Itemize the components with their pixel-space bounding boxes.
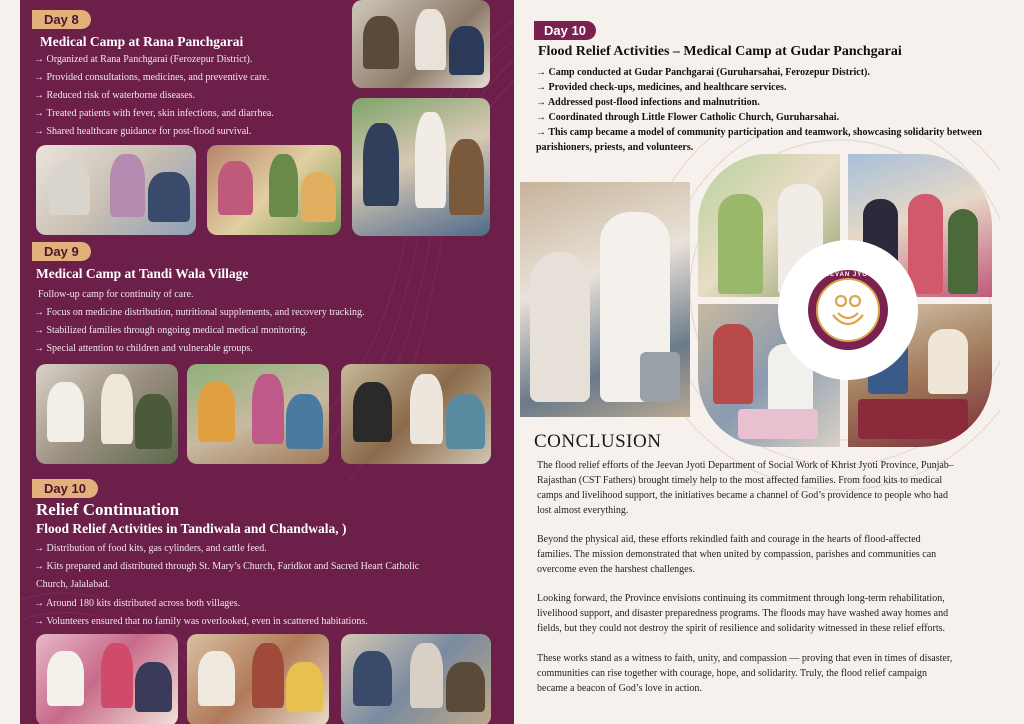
day10-line: → Distribution of food kits, gas cylinders, and cattle feed. — [34, 543, 267, 554]
day10-line: → Volunteers ensured that no family was overlooked, even in scattered habitations. — [34, 616, 368, 627]
right-day10-badge: Day 10 — [534, 21, 596, 40]
day8-title: Medical Camp at Rana Panchgarai — [40, 34, 244, 49]
conclusion-paragraph-4: These works stand as a witness to faith, unity, and compassion — proving that even in times of disaster, communities can rise together with courage, hope, and solidarity. Truly, the flood relief campaign became a beacon of God’s love in action. — [537, 653, 953, 694]
day10-badge: Day 10 — [32, 479, 98, 498]
day10-subtitle: Flood Relief Activities in Tandiwala and Chandwala, ) — [36, 521, 347, 536]
day9-photo-1 — [36, 364, 178, 464]
day9-photo-3 — [341, 364, 491, 464]
day8-line: → Organized at Rana Panchgarai (Ferozepur District). — [34, 54, 253, 65]
day8-photo-1 — [36, 145, 196, 235]
right-line: parishioners, priests, and volunteers. — [536, 142, 694, 153]
logo-text: JEEVAN JYOTI — [820, 272, 876, 278]
conclusion-title: CONCLUSION — [534, 431, 662, 452]
day10-line: → Kits prepared and distributed through St. Mary’s Church, Faridkot and Sacred Heart Catholic — [34, 561, 420, 572]
photo-collage — [520, 152, 996, 448]
conclusion-paragraph-1: The flood relief efforts of the Jeevan Jyoti Department of Social Work of Khrist Jyoti Province, Punjab– Rajasthan (CST Fathers) brought timely help to the most affected families. From food kits to medical camps and livelihood support, the initiatives became a channel of God’s providence to people who had lost almost everything. — [537, 460, 954, 516]
day8-line: → Treated patients with fever, skin infections, and diarrhea. — [34, 108, 274, 119]
day8-photo-right — [352, 98, 490, 236]
day10-line: Church, Jalalabad. — [36, 579, 111, 590]
conclusion-paragraph-3: Looking forward, the Province envisions continuing its commitment through long-term rehabilitation, livelihood support, and disaster preparedness programs. The floods may have washed away homes and fields, but they could not destroy the spirit of resilience and solidarity witnessed in these relief efforts. — [537, 593, 949, 634]
right-line: → Addressed post-flood infections and malnutrition. — [536, 97, 760, 108]
day10-title: Relief Continuation — [36, 500, 180, 519]
right-line: → Coordinated through Little Flower Catholic Church, Guruharsahai. — [536, 112, 840, 123]
logo-seal-icon — [805, 267, 891, 353]
right-line: → This camp became a model of community participation and teamwork, showcasing solidarity between — [536, 127, 982, 138]
day9-line: → Stabilized families through ongoing medical medical monitoring. — [34, 325, 308, 336]
day10-photo-1 — [36, 634, 178, 724]
day8-photo-2 — [207, 145, 341, 235]
conclusion-paragraph-2: Beyond the physical aid, these efforts rekindled faith and courage in the hearts of flood-affected families. The mission demonstrated that when united by compassion, parishes and communities can overcome even the harshest challenges. — [537, 534, 937, 575]
day8-line: → Provided consultations, medicines, and preventive care. — [34, 72, 270, 83]
day9-line: → Special attention to children and vulnerable groups. — [34, 343, 253, 354]
left-panel — [20, 0, 514, 724]
day8-badge: Day 8 — [32, 10, 91, 29]
collage-photo-large — [520, 182, 690, 417]
day8-line: → Shared healthcare guidance for post-flood survival. — [34, 126, 252, 137]
day9-photo-2 — [187, 364, 329, 464]
day8-line: → Reduced risk of waterborne diseases. — [34, 90, 196, 101]
day10-photo-3 — [341, 634, 491, 724]
day9-line: Follow-up camp for continuity of care. — [38, 289, 194, 300]
day10-line: → Around 180 kits distributed across both villages. — [34, 598, 241, 609]
jeevan-jyoti-logo — [778, 240, 918, 380]
day8-photo-top — [352, 0, 490, 88]
right-line: → Camp conducted at Gudar Panchgarai (Guruharsahai, Ferozepur District). — [536, 67, 870, 78]
day9-title: Medical Camp at Tandi Wala Village — [36, 266, 249, 281]
right-section-title: Flood Relief Activities – Medical Camp at Gudar Panchgarai — [538, 44, 902, 59]
day10-photo-2 — [187, 634, 329, 724]
right-line: → Provided check-ups, medicines, and healthcare services. — [536, 82, 787, 93]
day9-badge: Day 9 — [32, 242, 91, 261]
day9-line: → Focus on medicine distribution, nutritional supplements, and recovery tracking. — [34, 307, 365, 318]
